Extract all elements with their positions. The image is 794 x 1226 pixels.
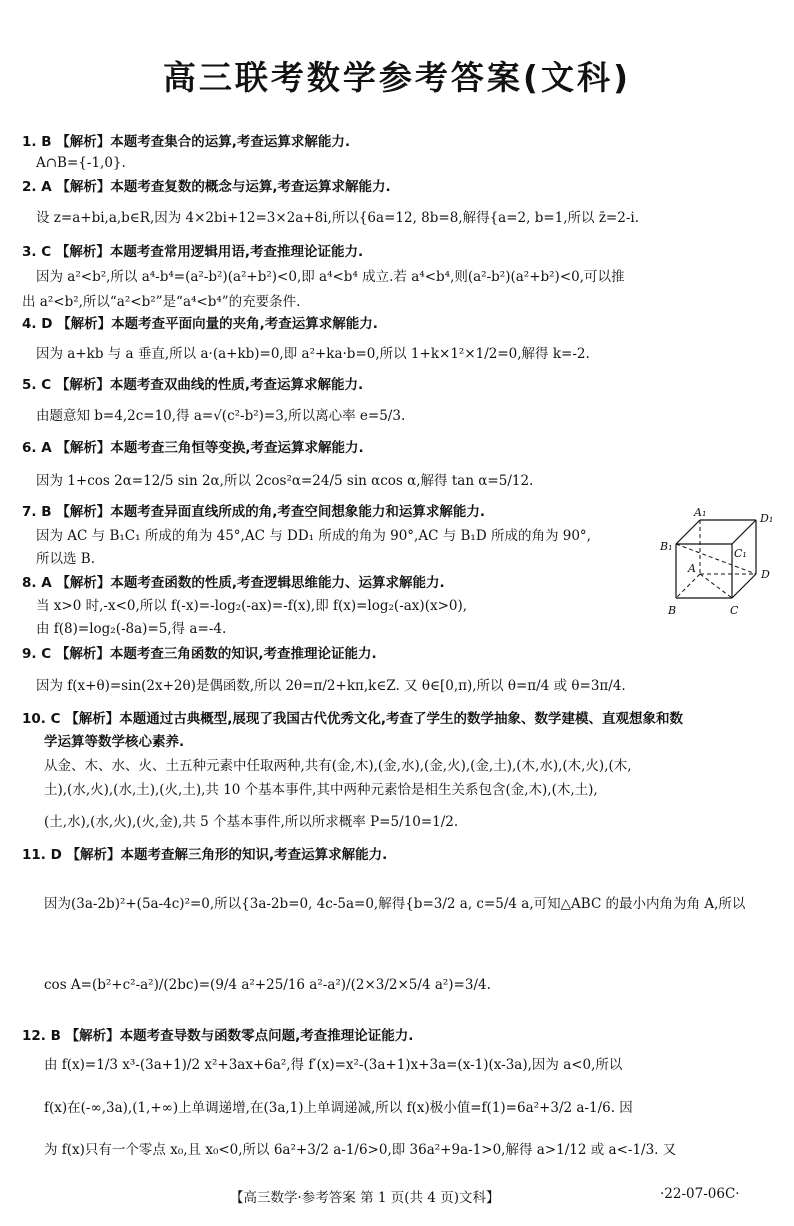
q7-answer-line2: 所以选 B. [36,551,96,567]
q6-answer: 因为 1+cos 2α=12/5 sin 2α,所以 2cos²α=24/5 sin αcos α,解得 tan α=5/12. [36,473,534,489]
page-title: 高三联考数学参考答案(文科) [162,58,632,97]
label-c1: C₁ [734,547,747,560]
label-c: C [730,604,739,617]
q10-answer-line2: 土),(水,火),(水,土),(火,土),共 10 个基本事件,其中两种元素恰是相生关系包含(金,木),(木,土), [44,782,598,798]
q12-answer-line2: f(x)在(-∞,3a),(1,+∞)上单调递增,在(3a,1)上单调递减,所以 f(x)极小值=f(1)=6a²+3/2 a-1/6. 因 [44,1100,633,1116]
cube-figure [652,500,792,630]
q7-heading: 7. B 【解析】本题考查异面直线所成的角,考查空间想象能力和运算求解能力. [22,504,485,520]
q12-answer-line1: 由 f(x)=1/3 x³-(3a+1)/2 x²+3ax+6a²,得 f′(x)=x²-(3a+1)x+3a=(x-1)(x-3a),因为 a<0,所以 [44,1057,623,1073]
q3-answer-line2: 出 a²<b²,所以“a²<b²”是“a⁴<b⁴”的充要条件. [22,294,301,310]
q1-heading: 1. B 【解析】本题考查集合的运算,考查运算求解能力. [22,134,350,150]
q8-answer-line2: 由 f(8)=log₂(-8a)=5,得 a=-4. [36,621,227,637]
q3-heading: 3. C 【解析】本题考查常用逻辑用语,考查推理论证能力. [22,244,364,260]
q10-answer-line3: (土,水),(水,火),(火,金),共 5 个基本事件,所以所求概率 P=5/10=1/2. [44,814,459,830]
q5-heading: 5. C 【解析】本题考查双曲线的性质,考查运算求解能力. [22,377,364,393]
footer-page-info: 【高三数学·参考答案 第 1 页(共 4 页)文科】 [230,1190,500,1206]
q7-answer-line1: 因为 AC 与 B₁C₁ 所成的角为 45°,AC 与 DD₁ 所成的角为 90°,AC 与 B₁D 所成的角为 90°, [36,528,591,544]
q2-answer: 设 z=a+bi,a,b∈R,因为 4×2bi+12=3×2a+8i,所以{6a=12, 8b=8,解得{a=2, b=1,所以 z̄=2-i. [36,210,639,226]
q9-heading: 9. C 【解析】本题考查三角函数的知识,考查推理论证能力. [22,646,377,662]
q2-heading: 2. A 【解析】本题考查复数的概念与运算,考查运算求解能力. [22,179,391,195]
q10-heading-line2: 学运算等数学核心素养. [44,734,185,750]
label-d1: D₁ [760,512,774,525]
q4-heading: 4. D 【解析】本题考查平面向量的夹角,考查运算求解能力. [22,316,378,332]
q12-answer-line3: 为 f(x)只有一个零点 x₀,且 x₀<0,所以 6a²+3/2 a-1/6>0,即 36a²+9a-1>0,解得 a>1/12 或 a<-1/3. 又 [44,1142,677,1158]
label-a: A [688,562,696,575]
q10-heading-line1: 10. C 【解析】本题通过古典概型,展现了我国古代优秀文化,考查了学生的数学抽象、数学建模、直观想象和数 [22,711,683,727]
q10-answer-line1: 从金、木、水、火、土五种元素中任取两种,共有(金,木),(金,水),(金,火),(金,土),(木,水),(木,火),(木, [44,758,632,774]
q12-heading: 12. B 【解析】本题考查导数与函数零点问题,考查推理论证能力. [22,1028,414,1044]
label-a1: A₁ [694,506,707,519]
q8-answer-line1: 当 x>0 时,-x<0,所以 f(-x)=-log₂(-ax)=-f(x),即 f(x)=log₂(-ax)(x>0), [36,598,468,614]
q11-answer-line2: cos A=(b²+c²-a²)/(2bc)=(9/4 a²+25/16 a²-a²)/(2×3/2×5/4 a²)=3/4. [44,977,491,993]
label-b: B [668,604,677,617]
label-b1: B₁ [660,540,673,553]
q3-answer-line1: 因为 a²<b²,所以 a⁴-b⁴=(a²-b²)(a²+b²)<0,即 a⁴<b⁴ 成立.若 a⁴<b⁴,则(a²-b²)(a²+b²)<0,可以推 [36,269,625,285]
q9-answer: 因为 f(x+θ)=sin(2x+2θ)是偶函数,所以 2θ=π/2+kπ,k∈Z. 又 θ∈[0,π),所以 θ=π/4 或 θ=3π/4. [36,678,626,694]
q4-answer: 因为 a+kb 与 a 垂直,所以 a·(a+kb)=0,即 a²+ka·b=0,所以 1+k×1²×1/2=0,解得 k=-2. [36,346,590,362]
q11-answer-line1: 因为(3a-2b)²+(5a-4c)²=0,所以{3a-2b=0, 4c-5a=0,解得{b=3/2 a, c=5/4 a,可知△ABC 的最小内角为角 A,所以 [44,896,746,912]
q8-heading: 8. A 【解析】本题考查函数的性质,考查逻辑思维能力、运算求解能力. [22,575,445,591]
q5-answer: 由题意知 b=4,2c=10,得 a=√(c²-b²)=3,所以离心率 e=5/3. [36,408,406,424]
q6-heading: 6. A 【解析】本题考查三角恒等变换,考查运算求解能力. [22,440,364,456]
footer-code: ·22-07-06C· [660,1186,740,1202]
label-d: D [761,568,770,581]
q1-answer: A∩B={-1,0}. [36,155,126,171]
q11-heading: 11. D 【解析】本题考查解三角形的知识,考查运算求解能力. [22,847,388,863]
